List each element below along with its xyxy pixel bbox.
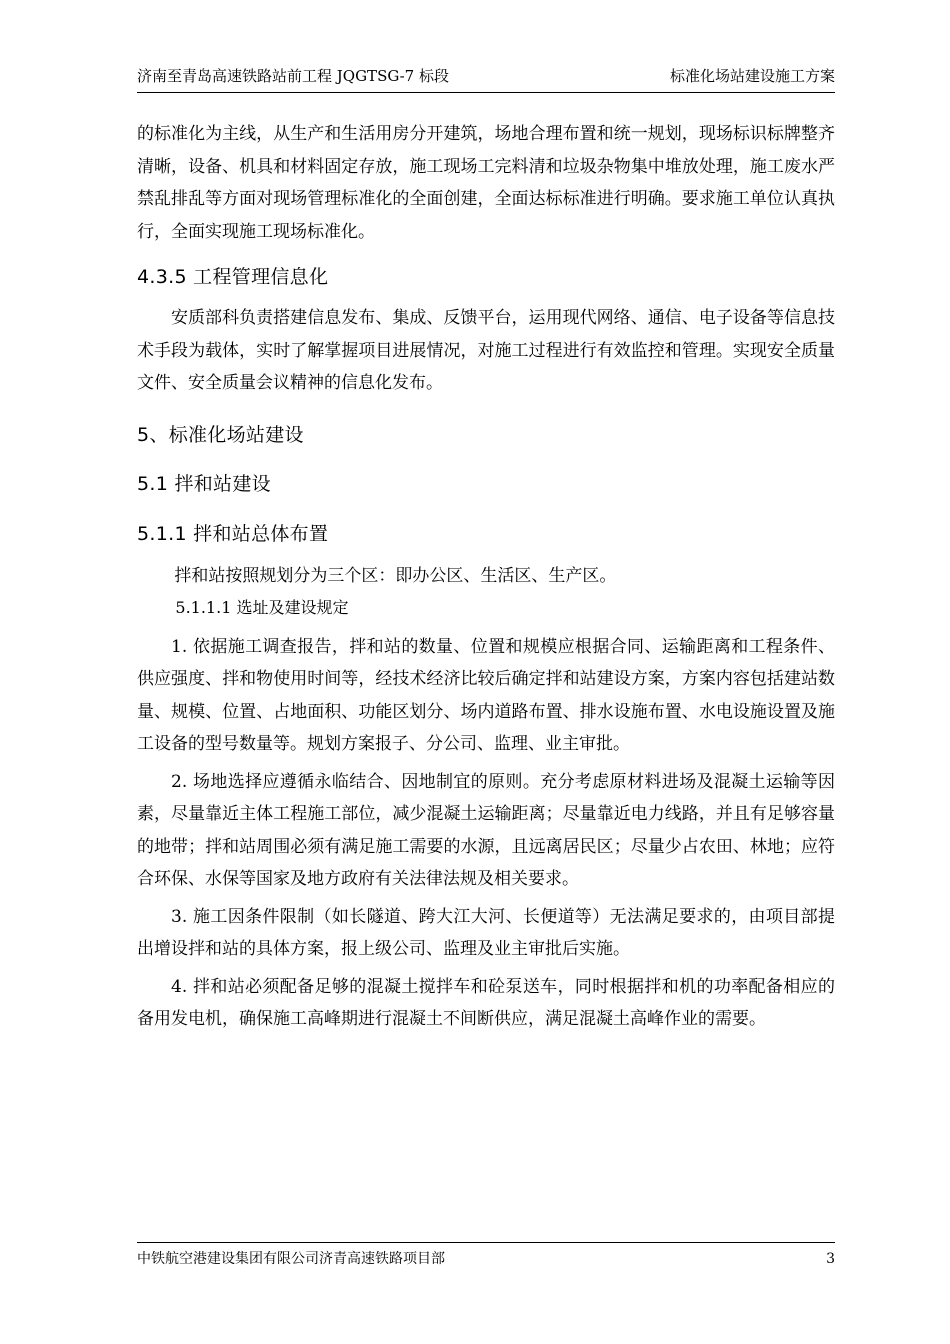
list-item: 1. 依据施工调查报告，拌和站的数量、位置和规模应根据合同、运输距离和工程条件、供应强度、拌和物使用时间等，经技术经济比较后确定拌和站建设方案，方案内容包括建站数量、规模、位置、占地面积、功能区划分、场内道路布置、排水设施布置、水电设施设置及施工设备的型号数量等。规划方案报子、分公司、监理、业主审批。: [137, 636, 835, 754]
page-header: [137, 66, 835, 93]
footer-company-name: 中铁航空港建设集团有限公司济青高速铁路项目部: [137, 1251, 445, 1267]
list-item: 3. 施工因条件限制（如长隧道、跨大江大河、长便道等）无法满足要求的，由项目部提出增设拌和站的具体方案，报上级公司、监理及业主审批后实施。: [137, 906, 835, 959]
section-5-heading: 5、标准化场站建设: [137, 423, 304, 446]
section-5-1-1-1-heading: 5.1.1.1 选址及建设规定: [175, 598, 349, 617]
section-5-1-heading: 5.1 拌和站建设: [137, 472, 271, 495]
zones-paragraph: 拌和站按照规划分为三个区：即办公区、生活区、生产区。: [174, 565, 617, 586]
section-4-3-5-heading: 4.3.5 工程管理信息化: [137, 266, 329, 288]
header-project-title: 济南至青岛高速铁路站前工程 JQGTSG-7 标段: [137, 67, 449, 85]
section-4-3-5-body: 安质部科负责搭建信息发布、集成、反馈平台，运用现代网络、通信、电子设备等信息技术手段为载体，实时了解掌握项目进展情况，对施工过程进行有效监控和管理。实现安全质量文件、安全质量会议精神的信息化发布。: [137, 308, 835, 393]
list-item: 2. 场地选择应遵循永临结合、因地制宜的原则。充分考虑原材料进场及混凝土运输等因素，尽量靠近主体工程施工部位，减少混凝土运输距离；尽量靠近电力线路，并且有足够容量的地带；拌和站周围必须有满足施工需要的水源，且远离居民区；尽量少占农田、林地；应符合环保、水保等国家及地方政府有关法律法规及相关要求。: [137, 771, 835, 889]
section-5-1-1-heading: 5.1.1 拌和站总体布置: [137, 522, 329, 545]
list-item: 4. 拌和站必须配备足够的混凝土搅拌车和砼泵送车，同时根据拌和机的功率配备相应的备用发电机，确保施工高峰期进行混凝土不间断供应，满足混凝土高峰作业的需要。: [137, 976, 835, 1029]
page-footer: [137, 1242, 835, 1269]
page-number: 3: [826, 1251, 835, 1267]
header-document-title: 标准化场站建设施工方案: [669, 67, 835, 85]
intro-paragraph: 的标准化为主线，从生产和生活用房分开建筑，场地合理布置和统一规划，现场标识标牌整齐清晰，设备、机具和材料固定存放，施工现场工完料清和垃圾杂物集中堆放处理，施工废水严禁乱排乱等方面对现场管理标准化的全面创建，全面达标标准进行明确。要求施工单位认真执行，全面实现施工现场标准化。: [137, 124, 835, 242]
page-content: [137, 118, 835, 1036]
